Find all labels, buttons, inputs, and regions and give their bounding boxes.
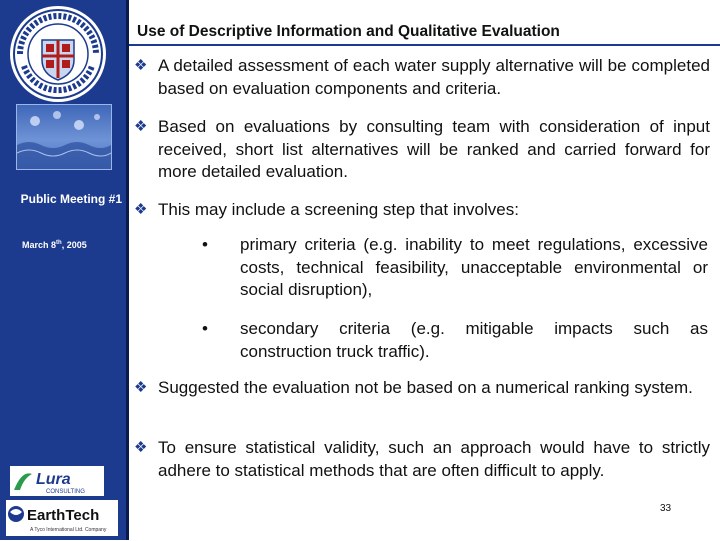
bullet-4 [134, 377, 710, 400]
sub-bullet-text: secondary criteria (e.g. mitigable impacts such as construction truck traffic). [240, 319, 708, 361]
bullet-1 [134, 55, 710, 100]
lura-consulting-logo [10, 466, 104, 496]
bullet-mark-icon: ❖ [134, 201, 148, 218]
meeting-label: Public Meeting #1 [20, 192, 122, 206]
water-drops-icon [17, 105, 111, 169]
meeting-date-prefix: March 8 [22, 240, 57, 250]
sub-bullet-1 [202, 234, 708, 302]
bullet-mark-icon: ❖ [134, 118, 148, 135]
meeting-date [22, 240, 87, 250]
water-photo-icon [16, 104, 112, 170]
bullet-text: Suggested the evaluation not be based on a numerical ranking system. [158, 378, 693, 397]
meeting-date-year: , 2005 [61, 240, 87, 250]
lura-logo-text: Lura [36, 471, 71, 488]
bullet-text: A detailed assessment of each water supply alternative will be completed based on evaluation components and criteria. [158, 56, 710, 98]
bullet-2 [134, 116, 710, 184]
sub-bullet-mark-icon: • [202, 235, 208, 254]
bullet-mark-icon: ❖ [134, 379, 148, 396]
earthtech-logo [6, 500, 118, 536]
sub-bullet-2 [202, 318, 708, 363]
earthtech-logo-subtext: A Tyco International Ltd. Company [30, 527, 107, 533]
slide-title: Use of Descriptive Information and Qualitative Evaluation [137, 23, 560, 40]
sub-bullet-text: primary criteria (e.g. inability to meet regulations, excessive costs, technical feasibility, unacceptable environmental or social disruption), [240, 235, 708, 299]
bullet-text: Based on evaluations by consulting team with consideration of input received, short list alternatives will be ranked and carried forward for more detailed evaluation. [158, 117, 710, 181]
bullet-text: This may include a screening step that involves: [158, 200, 519, 219]
bullet-3 [134, 199, 710, 222]
earthtech-logo-text: EarthTech [27, 507, 100, 524]
bullet-mark-icon: ❖ [134, 439, 148, 456]
page-number: 33 [660, 503, 672, 514]
bullet-mark-icon: ❖ [134, 57, 148, 74]
lura-logo-subtext: CONSULTING [46, 489, 85, 495]
city-seal-icon [8, 4, 108, 104]
bullet-text: To ensure statistical validity, such an approach would have to strictly adhere to statistical methods that are often difficult to apply. [158, 438, 710, 480]
lura-logo-icon [10, 466, 104, 496]
earthtech-logo-icon [6, 500, 118, 536]
meeting-date-suffix: th [56, 240, 62, 246]
bullet-5 [134, 437, 710, 482]
sub-bullet-mark-icon: • [202, 319, 208, 338]
